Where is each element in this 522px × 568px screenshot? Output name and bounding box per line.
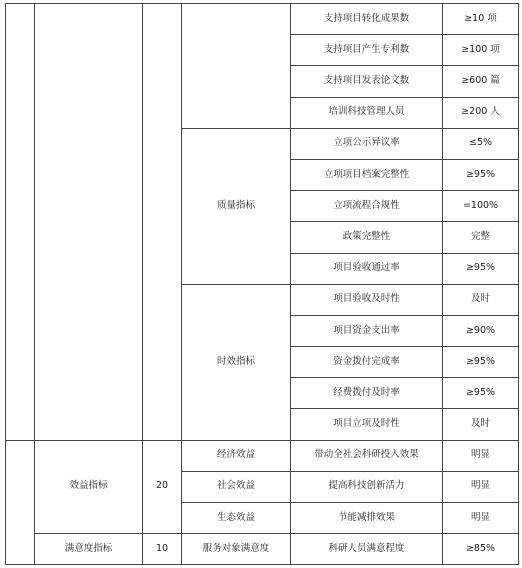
- target-value-cell: ≤5%: [443, 128, 519, 159]
- weight-cell-continued: [143, 4, 182, 441]
- table-row: [6, 4, 519, 35]
- target-value-cell: ≥100 项: [443, 35, 519, 66]
- target-value-cell: ≥600 篇: [443, 66, 519, 97]
- indicator-cell: 科研人员满意程度: [291, 534, 443, 565]
- target-value-cell: 明显: [443, 440, 519, 471]
- timeliness-indicator-label: 时效指标: [182, 284, 291, 440]
- target-value-cell: 完整: [443, 222, 519, 253]
- level3-cell-continued: [182, 4, 291, 129]
- target-value-cell: ≥95%: [443, 159, 519, 190]
- target-value-cell: 及时: [443, 284, 519, 315]
- target-value-cell: 明显: [443, 471, 519, 502]
- indicator-cell: 支持项目发表论文数: [291, 66, 443, 97]
- sub-indicator-cell: 服务对象满意度: [182, 534, 291, 565]
- satisfaction-indicator-label: 满意度指标: [35, 534, 143, 565]
- performance-indicator-table: [5, 3, 519, 565]
- indicator-cell: 带动全社会科研投入效果: [291, 440, 443, 471]
- target-value-cell: ≥10 项: [443, 4, 519, 35]
- sub-indicator-cell: 社会效益: [182, 471, 291, 502]
- satisfaction-weight: 10: [143, 534, 182, 565]
- target-value-cell: ≥95%: [443, 253, 519, 284]
- table-row: [6, 534, 519, 565]
- indicator-cell: 项目资金支出率: [291, 315, 443, 346]
- indicator-cell: 项目立项及时性: [291, 409, 443, 440]
- indicator-cell: 经费拨付及时率: [291, 378, 443, 409]
- target-value-cell: ≥85%: [443, 534, 519, 565]
- indicator-cell: 节能减排效果: [291, 503, 443, 534]
- target-value-cell: ≥95%: [443, 347, 519, 378]
- target-value-cell: ≥200 人: [443, 97, 519, 128]
- level1-cell-continued: [6, 440, 35, 565]
- target-value-cell: 及时: [443, 409, 519, 440]
- indicator-cell: 资金拨付完成率: [291, 347, 443, 378]
- target-value-cell: =100%: [443, 191, 519, 222]
- level1-cell-continued: [6, 4, 35, 441]
- level2-cell-continued: [35, 4, 143, 441]
- target-value-cell: ≥95%: [443, 378, 519, 409]
- sub-indicator-cell: 经济效益: [182, 440, 291, 471]
- indicator-cell: 支持项目产生专利数: [291, 35, 443, 66]
- indicator-cell: 立项流程合规性: [291, 191, 443, 222]
- quality-indicator-label: 质量指标: [182, 128, 291, 284]
- table-row: [6, 440, 519, 471]
- indicator-cell: 政策完整性: [291, 222, 443, 253]
- indicator-cell: 支持项目转化成果数: [291, 4, 443, 35]
- benefit-indicator-label: 效益指标: [35, 440, 143, 534]
- target-value-cell: ≥90%: [443, 315, 519, 346]
- indicator-cell: 提高科技创新活力: [291, 471, 443, 502]
- indicator-cell: 项目验收及时性: [291, 284, 443, 315]
- indicator-cell: 项目验收通过率: [291, 253, 443, 284]
- sub-indicator-cell: 生态效益: [182, 503, 291, 534]
- target-value-cell: 明显: [443, 503, 519, 534]
- benefit-weight: 20: [143, 440, 182, 534]
- indicator-cell: 培训科技管理人员: [291, 97, 443, 128]
- indicator-cell: 立项公示异议率: [291, 128, 443, 159]
- indicator-cell: 立项项目档案完整性: [291, 159, 443, 190]
